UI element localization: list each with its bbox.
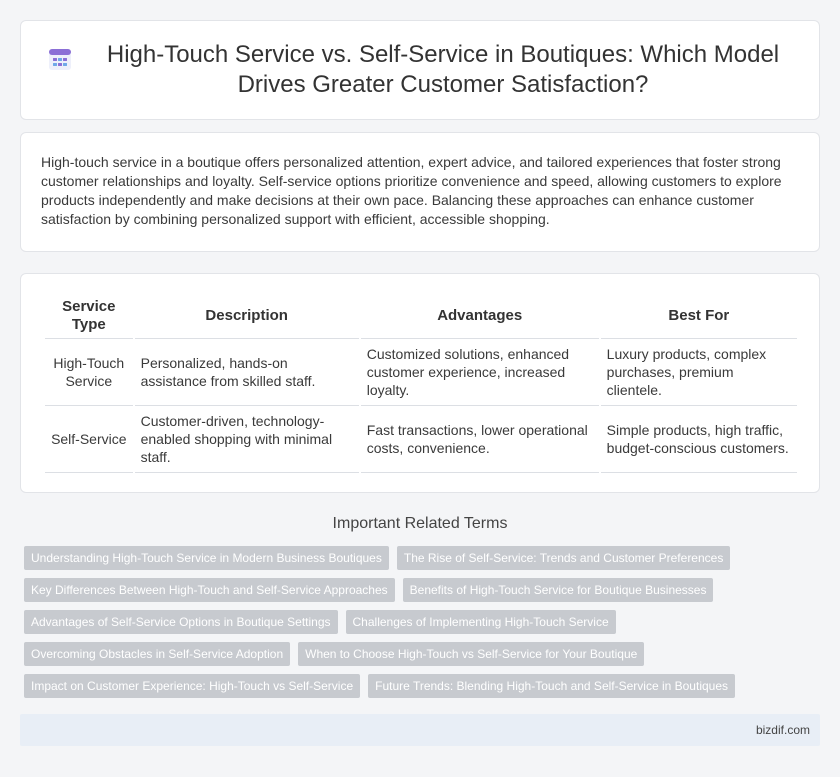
tag-row <box>24 674 735 698</box>
related-term-tag[interactable]: When to Choose High-Touch vs Self-Service for Your Boutique <box>298 642 644 666</box>
tag-row <box>24 610 616 634</box>
related-term-tag[interactable]: Challenges of Implementing High-Touch Service <box>346 610 616 634</box>
cell-best-for: Simple products, high traffic, budget-conscious customers. <box>601 406 797 473</box>
tag-row <box>24 578 713 602</box>
calendar-grid-icon <box>47 46 73 72</box>
footer <box>20 714 820 746</box>
related-term-tag[interactable]: Understanding High-Touch Service in Modern Business Boutiques <box>24 546 389 570</box>
cell-service-type: High-Touch Service <box>45 339 133 406</box>
header-description: Description <box>135 294 359 339</box>
cell-service-type: Self-Service <box>45 406 133 473</box>
related-term-tag[interactable]: Key Differences Between High-Touch and Self-Service Approaches <box>24 578 395 602</box>
summary-card <box>20 132 820 252</box>
header-service-type: Service Type <box>45 294 133 339</box>
related-terms-heading: Important Related Terms <box>332 515 508 532</box>
tag-row <box>24 642 644 666</box>
table-row <box>45 339 797 406</box>
table-row <box>45 406 797 473</box>
related-term-tag[interactable]: The Rise of Self-Service: Trends and Customer Preferences <box>397 546 730 570</box>
comparison-table <box>43 294 799 473</box>
header-card <box>20 20 820 120</box>
cell-description: Customer-driven, technology-enabled shopping with minimal staff. <box>135 406 359 473</box>
cell-description: Personalized, hands-on assistance from skilled staff. <box>135 339 359 406</box>
cell-advantages: Customized solutions, enhanced customer experience, increased loyalty. <box>361 339 599 406</box>
related-term-tag[interactable]: Future Trends: Blending High-Touch and Self-Service in Boutiques <box>368 674 735 698</box>
cell-best-for: Luxury products, complex purchases, premium clientele. <box>601 339 797 406</box>
tag-row <box>24 546 730 570</box>
related-term-tag[interactable]: Impact on Customer Experience: High-Touch vs Self-Service <box>24 674 360 698</box>
comparison-table-card <box>20 273 820 493</box>
footer-site-link[interactable]: bizdif.com <box>755 723 810 737</box>
related-term-tag[interactable]: Benefits of High-Touch Service for Boutique Businesses <box>403 578 714 602</box>
header-best-for: Best For <box>601 294 797 339</box>
summary-text: High-touch service in a boutique offers personalized attention, expert advice, and tailored experiences that foster strong customer relationships and loyalty. Self-service options prioritize convenience and speed, allowing customers to explore products independently and make decisions at their own pace. Balancing these approaches can enhance customer satisfaction by combining personalized support with efficient, accessible shopping. <box>41 154 782 227</box>
related-term-tag[interactable]: Overcoming Obstacles in Self-Service Adoption <box>24 642 290 666</box>
title-wrap <box>21 21 819 119</box>
table-header-row <box>45 294 797 339</box>
header-advantages: Advantages <box>361 294 599 339</box>
page-title: High-Touch Service vs. Self-Service in Boutiques: Which Model Drives Greater Customer Satisfaction? <box>106 41 780 98</box>
related-term-tag[interactable]: Advantages of Self-Service Options in Boutique Settings <box>24 610 338 634</box>
cell-advantages: Fast transactions, lower operational costs, convenience. <box>361 406 599 473</box>
